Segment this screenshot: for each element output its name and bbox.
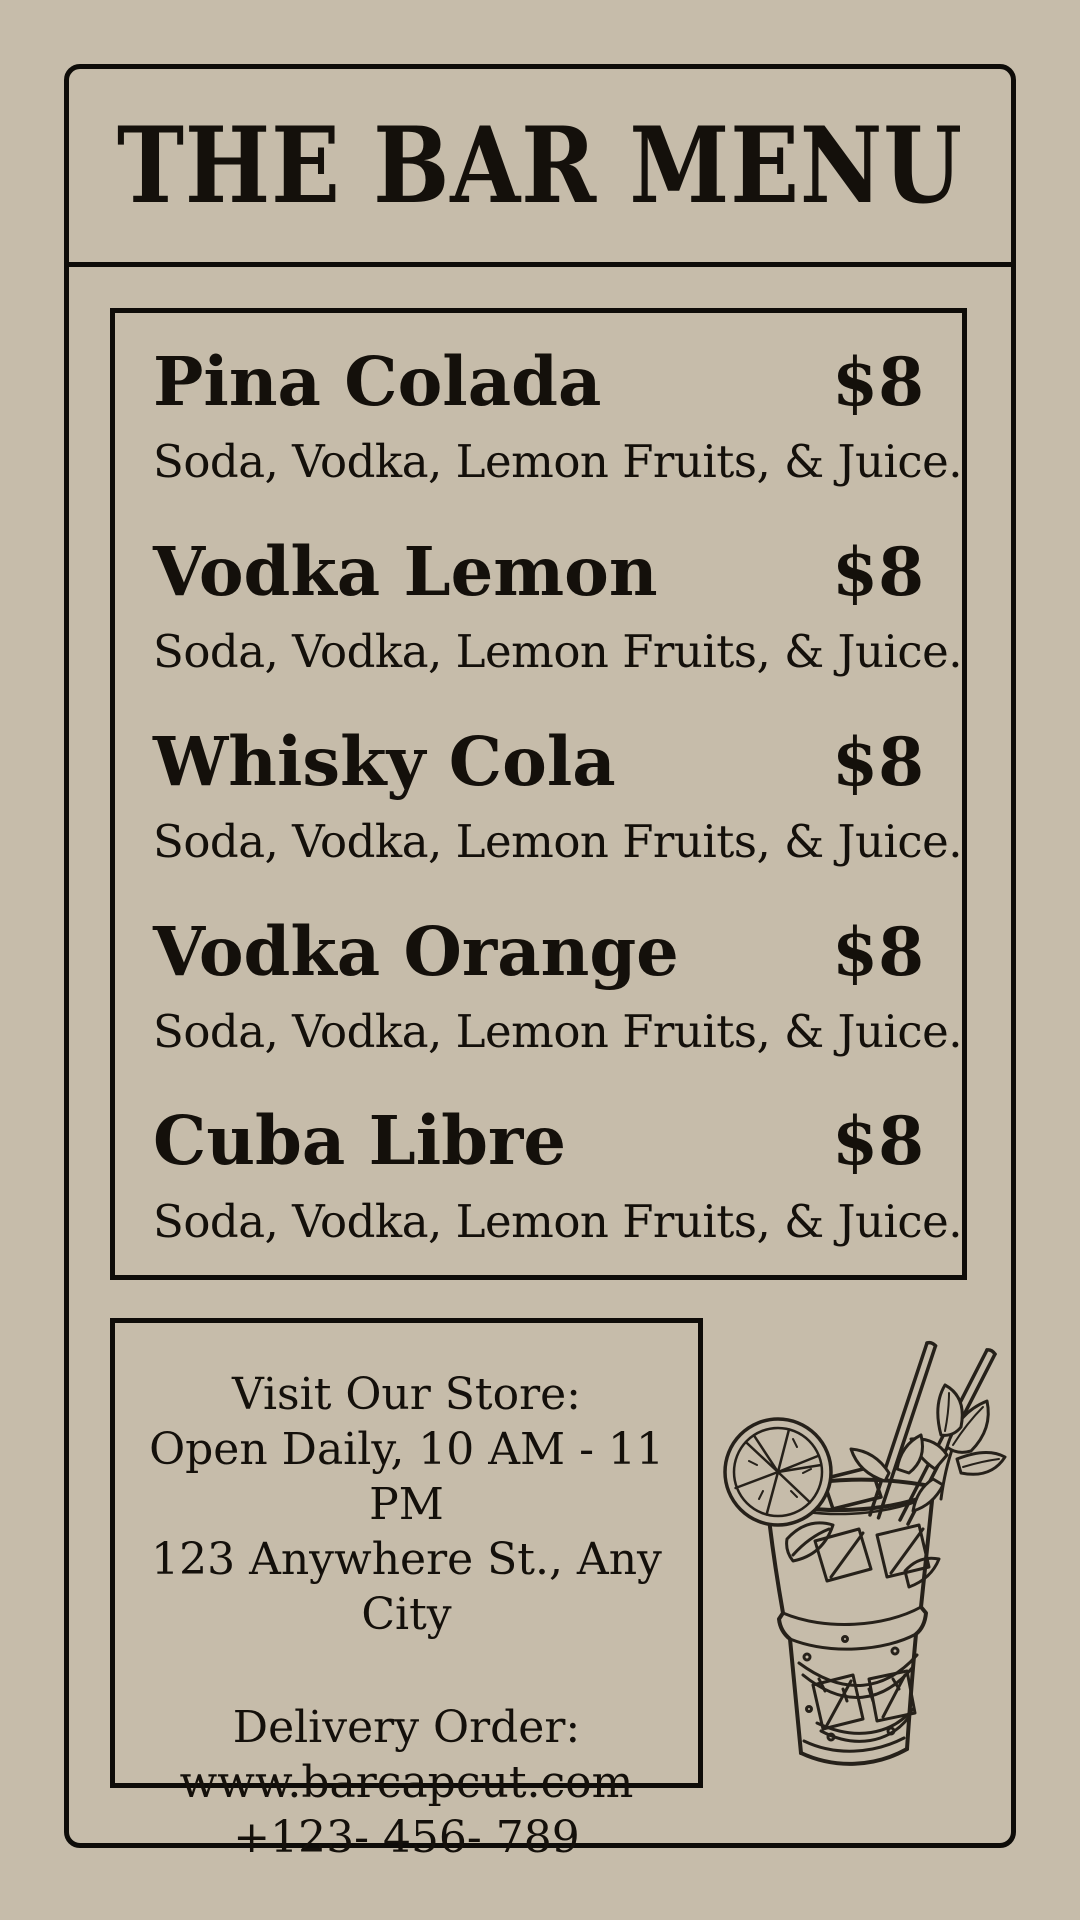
visit-heading: Visit Our Store: — [231, 1369, 582, 1420]
website-text: www.barcapcut.com — [179, 1757, 634, 1808]
menu-item — [153, 911, 963, 1058]
menu-item — [153, 1101, 963, 1248]
ice-cubes — [787, 1523, 939, 1587]
delivery-heading: Delivery Order: — [232, 1702, 581, 1753]
item-price: $8 — [832, 532, 924, 611]
cocktail-glass-icon — [693, 1327, 1015, 1799]
item-price: $8 — [832, 912, 924, 991]
menu-item-row — [153, 342, 924, 421]
item-description: Soda, Vodka, Lemon Fruits, & Juice. — [153, 1194, 963, 1248]
item-name: Vodka Lemon — [153, 531, 658, 611]
menu-item-row — [153, 911, 924, 991]
menu-items-box — [110, 308, 967, 1280]
info-group-delivery — [115, 1700, 698, 1865]
mint-sprig-icon — [851, 1385, 1005, 1511]
menu-item-row — [153, 721, 924, 801]
item-price: $8 — [832, 1102, 924, 1181]
phone-text: +123- 456- 789 — [233, 1812, 580, 1863]
hours-text: Open Daily, 10 AM - 11 PM — [149, 1424, 664, 1530]
title-section — [69, 69, 1011, 267]
menu-item — [153, 531, 963, 679]
address-text: 123 Anywhere St., Any City — [151, 1534, 662, 1640]
menu-item — [153, 342, 963, 489]
item-name: Pina Colada — [153, 342, 602, 421]
item-name: Cuba Libre — [153, 1101, 566, 1181]
item-name: Vodka Orange — [153, 911, 679, 991]
lower-contents — [799, 1637, 917, 1742]
item-name: Whisky Cola — [153, 721, 616, 801]
menu-item-row — [153, 531, 924, 611]
page-title: THE BAR MENU — [116, 103, 964, 227]
menu-item — [153, 721, 963, 869]
item-description: Soda, Vodka, Lemon Fruits, & Juice. — [153, 815, 963, 869]
store-info-box — [110, 1318, 703, 1863]
item-description: Soda, Vodka, Lemon Fruits, & Juice. — [153, 1004, 963, 1058]
lime-wheel-icon — [725, 1419, 831, 1525]
menu-item-row — [153, 1101, 924, 1181]
item-price: $8 — [832, 343, 924, 421]
cocktail-illustration — [693, 1327, 1015, 1799]
item-description: Soda, Vodka, Lemon Fruits, & Juice. — [153, 435, 963, 489]
outer-border-frame — [64, 64, 1016, 1863]
item-price: $8 — [832, 722, 924, 801]
info-group-visit — [115, 1367, 698, 1642]
item-description: Soda, Vodka, Lemon Fruits, & Juice. — [153, 625, 963, 679]
